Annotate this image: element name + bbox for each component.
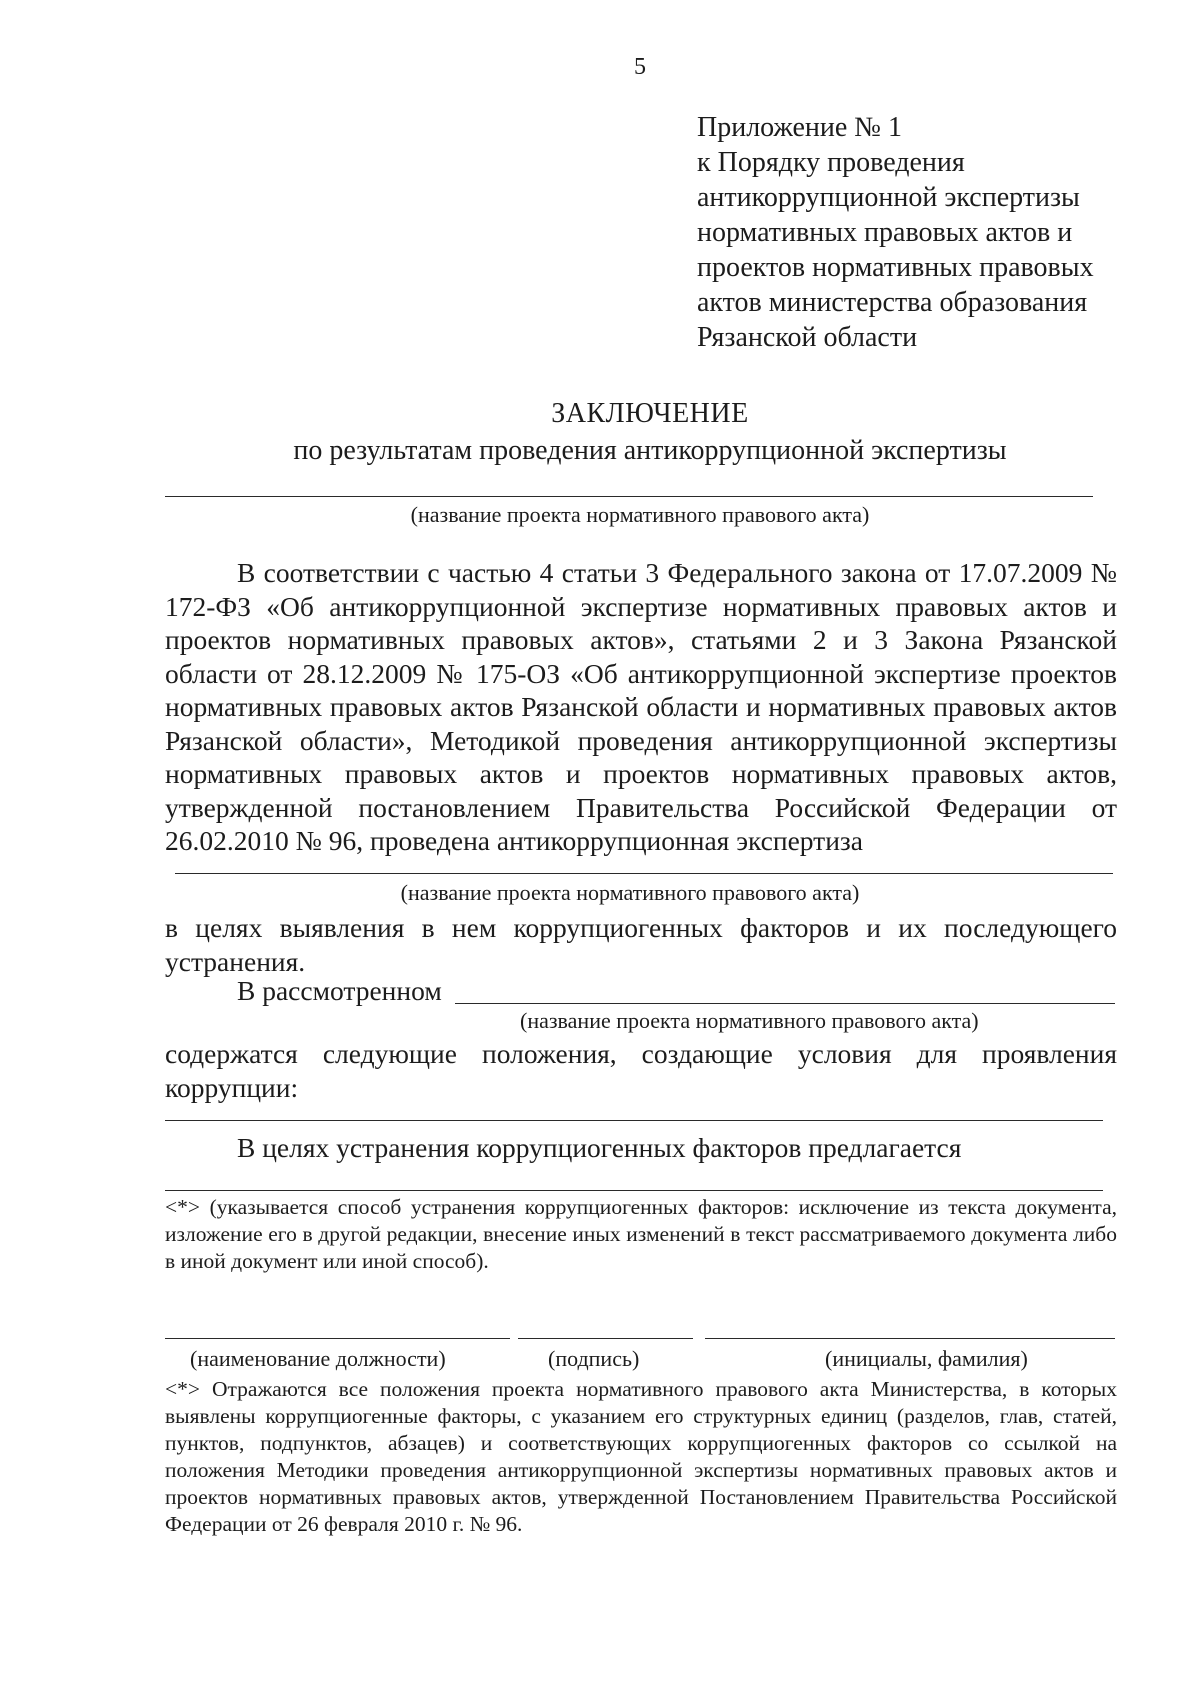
appendix-line: антикоррупционной экспертизы	[697, 182, 1080, 213]
method-note: <*> (указывается способ устранения коррупциогенных факторов: исключение из текста документа, изложение его в другой редакции, внесение иных изменений в текст рассматриваемого документа либо в иной документ или иной способ).	[165, 1195, 1117, 1273]
appendix-header	[697, 110, 1094, 355]
proposal-blank-line	[165, 1190, 1103, 1191]
signature-caption: (подпись)	[548, 1346, 640, 1371]
footnote: <*> Отражаются все положения проекта нормативного правового акта Министерства, в которых выявлены коррупциогенные факторы, с указанием его структурных единиц (разделов, глав, статей, пунктов, подпунктов, абзацев) и соответствующих коррупциогенных факторов со ссылкой на положения Методики проведения антикоррупционной экспертизы нормативных правовых актов и проектов нормативных правовых актов, утвержденной Постановлением Правительства Российской Федерации от 26 февраля 2010 г. № 96.	[165, 1377, 1117, 1536]
act-name-caption: (название проекта нормативного правового акта)	[520, 1008, 979, 1033]
appendix-line: актов министерства образования	[697, 287, 1088, 318]
name-caption: (инициалы, фамилия)	[825, 1346, 1028, 1371]
position-caption: (наименование должности)	[190, 1346, 446, 1371]
signature-blank-line	[518, 1338, 693, 1339]
appendix-line: Рязанской области	[697, 322, 918, 353]
purpose-paragraph: в целях выявления в нем коррупциогенных факторов и их последующего устранения.	[165, 912, 1117, 977]
document-title: ЗАКЛЮЧЕНИЕ	[551, 398, 749, 429]
in-reviewed-label: В рассмотренном	[237, 975, 442, 1006]
contains-paragraph: содержатся следующие положения, создающие условия для проявления коррупции:	[165, 1038, 1117, 1103]
page-number: 5	[634, 54, 646, 80]
act-name-blank-line	[165, 496, 1093, 497]
act-name-blank-line	[175, 873, 1113, 874]
act-name-caption: (название проекта нормативного правового акта)	[410, 502, 870, 527]
act-name-caption: (название проекта нормативного правового акта)	[400, 880, 860, 905]
appendix-line: проектов нормативных правовых	[697, 252, 1094, 283]
main-paragraph: В соответствии с частью 4 статьи 3 Федерального закона от 17.07.2009 № 172-ФЗ «Об антикоррупционной экспертизе нормативных правовых актов и проектов нормативных правовых актов», статьями 2 и 3 Закона Рязанской области от 28.12.2009 № 175-ОЗ «Об антикоррупционной экспертизе проектов нормативных правовых актов Рязанской области и нормативных правовых актов Рязанской области», Методикой проведения антикоррупционной экспертизы нормативных правовых актов и проектов нормативных правовых актов, утвержденной постановлением Правительства Российской Федерации от 26.02.2010 № 96, проведена антикоррупционная экспертиза	[165, 557, 1117, 856]
name-blank-line	[705, 1338, 1115, 1339]
act-name-blank-line	[455, 1003, 1115, 1004]
appendix-line: Приложение № 1	[697, 112, 902, 143]
appendix-line: нормативных правовых актов и	[697, 217, 1073, 248]
position-blank-line	[165, 1338, 510, 1339]
document-subtitle: по результатам проведения антикоррупционной экспертизы	[293, 435, 1007, 466]
proposed-label: В целях устранения коррупциогенных факторов предлагается	[237, 1132, 962, 1163]
appendix-line: к Порядку проведения	[697, 147, 965, 178]
provisions-blank-line	[165, 1120, 1103, 1121]
